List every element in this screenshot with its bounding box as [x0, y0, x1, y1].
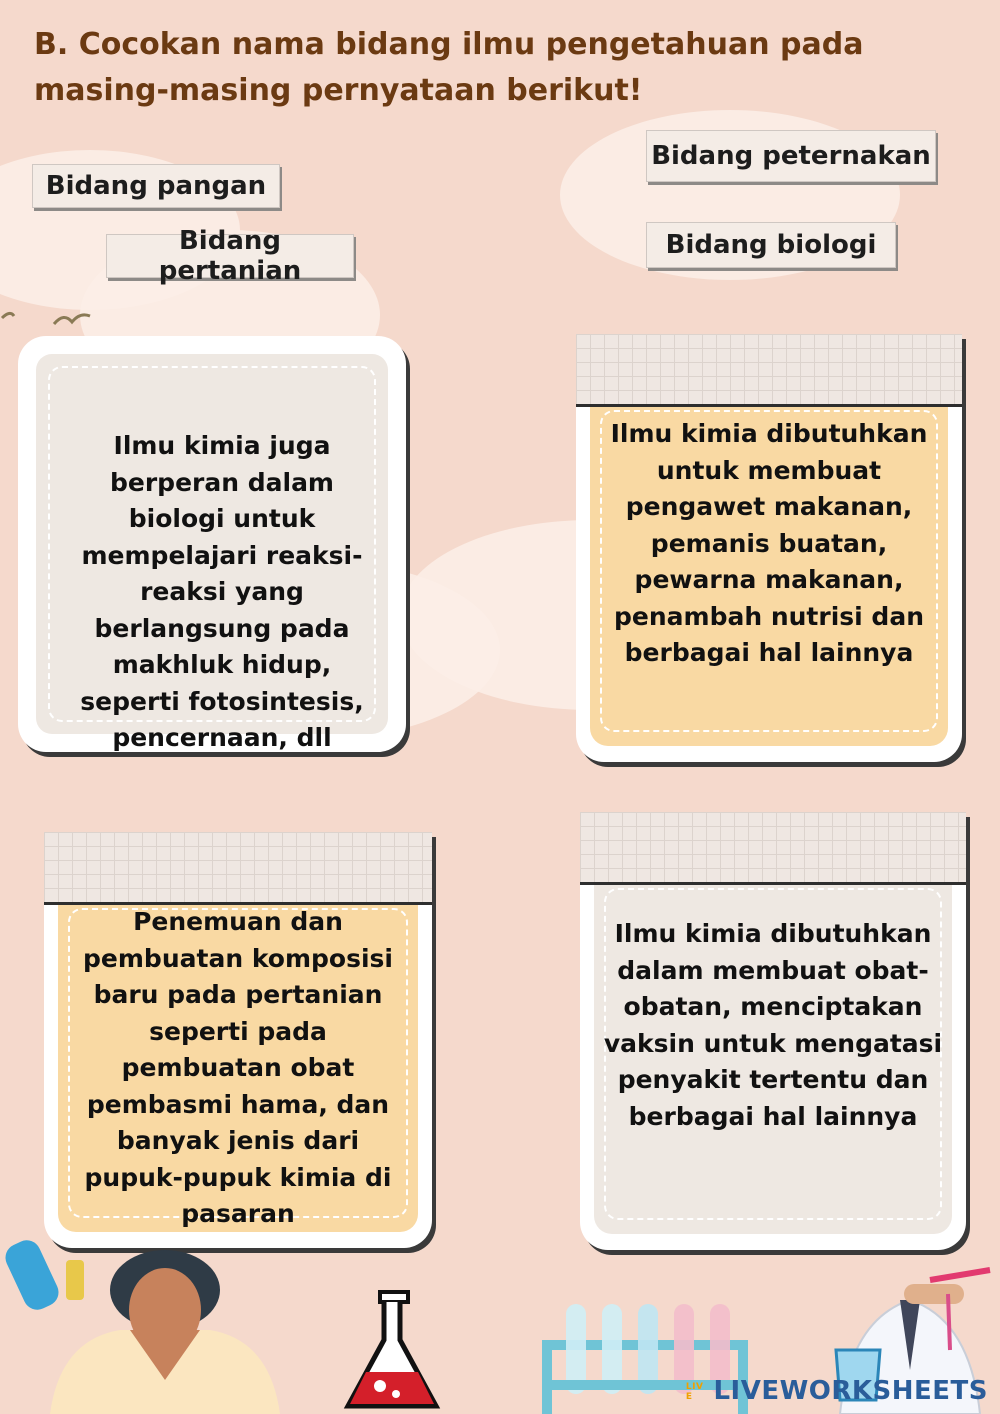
statement-pangan-text: Ilmu kimia dibutuhkan untuk membuat pengawet makanan, pemanis buatan, pewarna makanan, penambah nutrisi dan berbagai hal lainnya [610, 419, 928, 667]
statement-card-kesehatan [580, 812, 966, 1250]
page-title: B. Cocokan nama bidang ilmu pengetahuan pada masing-masing pernyataan berikut! [34, 27, 864, 108]
flask-icon [340, 1290, 444, 1414]
label-bidang-pangan[interactable]: Bidang pangan [32, 164, 280, 208]
logo-mark-icon: LIVE [685, 1381, 704, 1402]
statement-pertanian-text: Penemuan dan pembuatan komposisi baru pada pertanian seperti pada pembuatan obat pembasmi hama, dan banyak jenis dari pupuk-pupuk kimia di pasaran [83, 907, 393, 1228]
bird-icon [0, 300, 110, 340]
statement-kesehatan-text: Ilmu kimia dibutuhkan dalam membuat obat-obatan, menciptakan vaksin untuk mengatasi penyakit tertentu dan berbagai hal lainnya [603, 919, 943, 1131]
statement-card-biologi [18, 336, 406, 752]
label-bidang-pertanian[interactable]: Bidang pertanian [106, 234, 354, 278]
label-bidang-peternakan[interactable]: Bidang peternakan [646, 130, 936, 182]
label-bidang-biologi[interactable]: Bidang biologi [646, 222, 896, 268]
statement-card-pangan [576, 334, 962, 762]
liveworksheets-logo [686, 1376, 988, 1406]
statement-card-pertanian [44, 832, 432, 1248]
scientist-illustration [0, 1230, 300, 1414]
brand-name: LIVEWORKSHEETS [713, 1376, 988, 1406]
statement-biologi-text: Ilmu kimia juga berperan dalam biologi untuk mempelajari reaksi-reaksi yang berlangsung pada makhluk hidup, seperti fotosintesis, pencernaan, dll [80, 431, 364, 752]
